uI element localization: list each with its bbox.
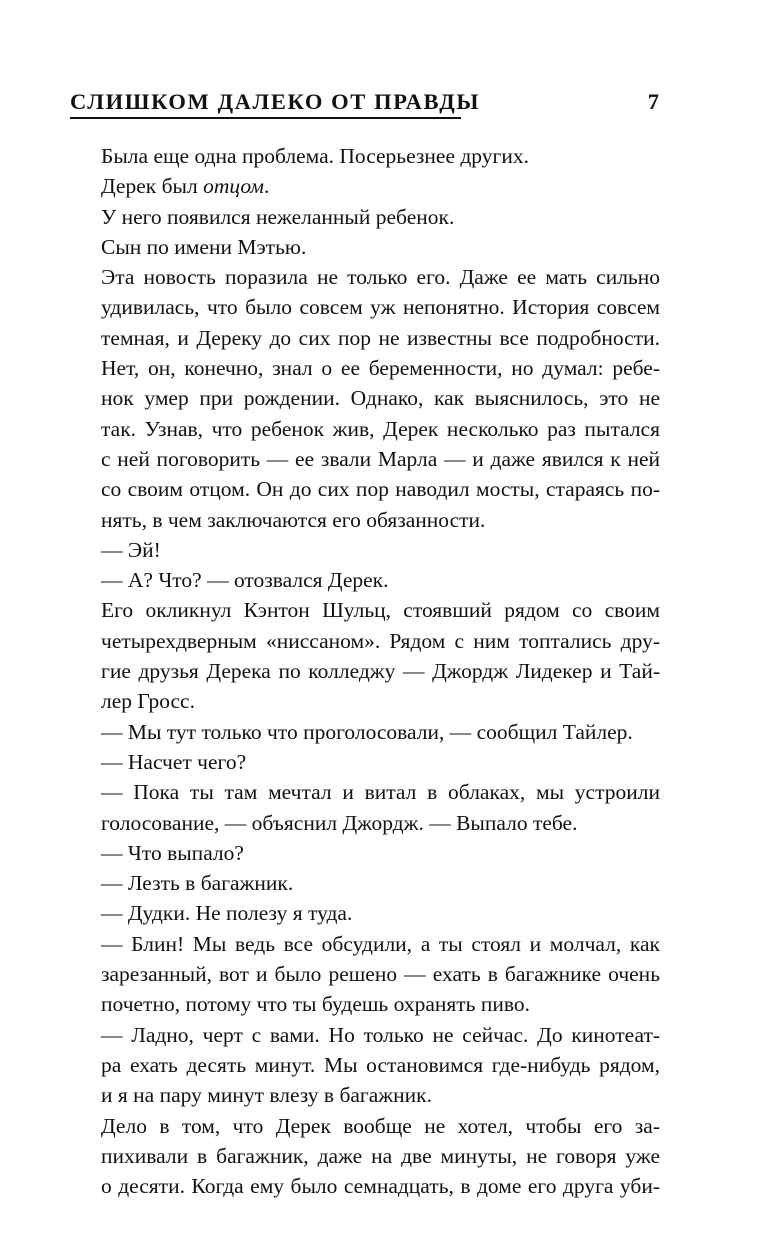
paragraph [70,929,660,1020]
text-line: удивилась, что было совсем уж непонятно. История совсем [101,295,660,320]
paragraph [70,565,660,595]
text-line: — Эй! [101,537,161,562]
text-line: — Пока ты там мечтал и витал в облаках, мы устроили [101,780,660,805]
text-run: . [264,174,270,199]
text-line: ра ехать десять минут. Мы остановимся где-нибудь рядом, [101,1052,660,1077]
header-underline [70,117,461,119]
text-line: нок умер при рождении. Однако, как выяснилось, это не [101,386,660,411]
paragraph [70,171,660,201]
page-header [70,86,665,126]
text-line: — Что выпало? [101,840,244,865]
text-line: почетно, потому что ты будешь охранять пиво. [101,992,530,1017]
text-line: — Мы тут только что проголосовали, — сообщил Тайлер. [101,719,633,744]
paragraph [70,868,660,898]
text-line: четырехдверным «ниссаном». Рядом с ним топтались дру- [101,628,660,653]
paragraph [70,1111,660,1202]
text-line [70,171,660,201]
text-line: У него появился нежеланный ребенок. [101,204,455,229]
text-line: так. Узнав, что ребенок жив, Дерек несколько раз пытался [101,416,660,441]
text-line: Была еще одна проблема. Посерьезнее других. [101,144,529,168]
paragraph [70,717,660,747]
paragraph [70,535,660,565]
text-line: со своим отцом. Он до сих пор наводил мосты, стараясь по- [101,477,660,502]
paragraph [70,202,660,232]
paragraph [70,141,660,171]
paragraph [70,595,660,716]
italic-emphasis: отцом [203,174,265,199]
text-line: — Блин! Мы ведь все обсудили, а ты стоял и молчал, как [101,931,660,956]
text-line: — Лезть в багажник. [101,871,294,896]
paragraph [70,777,660,838]
paragraph [70,747,660,777]
text-line: о десяти. Когда ему было семнадцать, в доме его друга уби- [101,1174,660,1199]
paragraph [70,838,660,868]
text-run: Дерек был [101,174,204,199]
paragraph [70,1020,660,1111]
text-line: — Дудки. Не полезу я туда. [101,901,353,926]
text-line: гие друзья Дерека по колледжу — Джордж Лидекер и Тай- [101,659,660,684]
page-number: 7 [647,89,659,114]
text-line: — Насчет чего? [101,749,247,774]
text-line: Нет, он, конечно, знал о ее беременности, но думал: ребе- [101,356,660,381]
text-line: лер Гросс. [101,689,195,714]
text-line: Сын по имени Мэтью. [101,234,307,259]
text-line: Его окликнул Кэнтон Шульц, стоявший рядом со своим [101,598,660,623]
text-line: голосование, — объяснил Джордж. — Выпало тебе. [101,810,578,835]
text-line: нять, в чем заключаются его обязанности. [101,507,486,532]
paragraph [70,898,660,928]
running-title: СЛИШКОМ ДАЛЕКО ОТ ПРАВДЫ [70,89,481,114]
text-line: — Ладно, черт с вами. Но только не сейчас. До кинотеат- [101,1022,660,1047]
text-line: с ней поговорить — ее звали Марла — и даже явился к ней [101,446,660,471]
paragraph [70,232,660,262]
paragraph [70,262,660,535]
text-line: зарезанный, вот и было решено — ехать в багажнике очень [101,962,660,987]
text-line: и я на пару минут влезу в багажник. [101,1083,432,1108]
body-text [70,141,660,1201]
text-line: Дело в том, что Дерек вообще не хотел, чтобы его за- [101,1113,660,1138]
text-line: темная, и Дереку до сих пор не известны все подробности. [101,325,660,350]
text-line: — А? Что? — отозвался Дерек. [101,568,389,593]
text-line: Эта новость поразила не только его. Даже ее мать сильно [101,265,660,290]
text-line: пихивали в багажник, даже на две минуты, не говоря уже [101,1143,660,1168]
